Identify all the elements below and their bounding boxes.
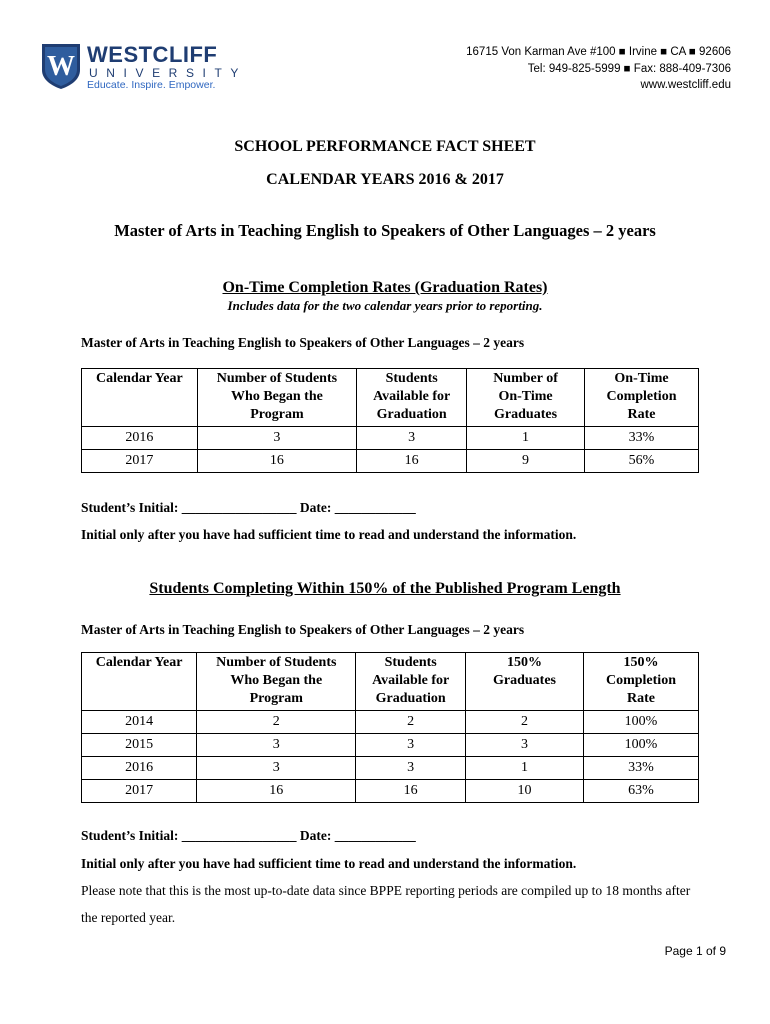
table-row bbox=[82, 427, 699, 450]
phone-line: Tel: 949-825-5999 ■ Fax: 888-409-7306 bbox=[527, 62, 731, 75]
table-cell: 63% bbox=[583, 780, 698, 803]
table-row bbox=[82, 734, 699, 757]
table-cell: 3 bbox=[197, 757, 356, 780]
column-header: On-Time Completion Rate bbox=[584, 369, 698, 427]
page-number: Page 1 of 9 bbox=[664, 944, 726, 958]
initial-instruction: Initial only after you have had sufficient time to read and understand the information. bbox=[81, 527, 577, 542]
table-cell: 2 bbox=[466, 711, 584, 734]
table-cell: 16 bbox=[357, 450, 467, 473]
table-cell: 3 bbox=[466, 734, 584, 757]
table-header-row bbox=[82, 369, 699, 427]
table-cell: 2014 bbox=[82, 711, 197, 734]
table-cell: 33% bbox=[584, 427, 698, 450]
column-header: Number of Students Who Began the Program bbox=[197, 653, 356, 711]
program-label: Master of Arts in Teaching English to Speakers of Other Languages – 2 years bbox=[81, 335, 525, 350]
program-title: Master of Arts in Teaching English to Speakers of Other Languages – 2 years bbox=[114, 221, 656, 240]
table-row bbox=[82, 780, 699, 803]
table-cell: 3 bbox=[356, 734, 466, 757]
section-heading-on-time: On-Time Completion Rates (Graduation Rates) bbox=[222, 279, 548, 296]
table-cell: 9 bbox=[467, 450, 585, 473]
table-cell: 100% bbox=[583, 711, 698, 734]
table-cell: 2 bbox=[197, 711, 356, 734]
column-header: Calendar Year bbox=[82, 369, 198, 427]
table-cell: 1 bbox=[466, 757, 584, 780]
table-row bbox=[82, 450, 699, 473]
table-cell: 2015 bbox=[82, 734, 197, 757]
website-line: www.westcliff.edu bbox=[640, 79, 731, 91]
table-cell: 2 bbox=[356, 711, 466, 734]
table-cell: 3 bbox=[197, 427, 357, 450]
table-cell: 16 bbox=[356, 780, 466, 803]
table-cell: 16 bbox=[197, 780, 356, 803]
document-title: SCHOOL PERFORMANCE FACT SHEET bbox=[234, 138, 536, 155]
shield-icon bbox=[40, 42, 82, 90]
table-cell: 3 bbox=[197, 734, 356, 757]
initial-instruction: Initial only after you have had sufficient time to read and understand the information. bbox=[81, 856, 577, 871]
section-subheading: Includes data for the two calendar years prior to reporting. bbox=[227, 298, 543, 313]
table-cell: 2017 bbox=[82, 780, 197, 803]
address-line: 16715 Von Karman Ave #100 ■ Irvine ■ CA ■ 92606 bbox=[466, 46, 731, 58]
column-header: Students Available for Graduation bbox=[356, 653, 466, 711]
logo-tagline: Educate. Inspire. Empower. bbox=[87, 79, 216, 91]
student-initial-line[interactable]: Student’s Initial: _________________ Date: ____________ bbox=[81, 500, 416, 515]
svg-text:W: W bbox=[47, 51, 75, 82]
column-header: 150% Graduates bbox=[466, 653, 584, 711]
logo-subtitle: UNIVERSITY bbox=[89, 66, 248, 80]
section-heading-150-percent: Students Completing Within 150% of the Published Program Length bbox=[149, 580, 621, 597]
university-logo bbox=[40, 42, 248, 94]
address-block bbox=[466, 44, 731, 94]
table-cell: 2016 bbox=[82, 757, 197, 780]
column-header: Number of On-Time Graduates bbox=[467, 369, 585, 427]
column-header: 150% Completion Rate bbox=[583, 653, 698, 711]
table-cell: 2017 bbox=[82, 450, 198, 473]
table-cell: 56% bbox=[584, 450, 698, 473]
table-cell: 100% bbox=[583, 734, 698, 757]
table-row bbox=[82, 757, 699, 780]
completion-150-table bbox=[81, 652, 699, 803]
table-cell: 1 bbox=[467, 427, 585, 450]
table-cell: 16 bbox=[197, 450, 357, 473]
table-cell: 3 bbox=[356, 757, 466, 780]
table-cell: 10 bbox=[466, 780, 584, 803]
table-row bbox=[82, 711, 699, 734]
column-header: Calendar Year bbox=[82, 653, 197, 711]
table-cell: 2016 bbox=[82, 427, 198, 450]
table-cell: 3 bbox=[357, 427, 467, 450]
table-cell: 33% bbox=[583, 757, 698, 780]
logo-name: WESTCLIFF bbox=[87, 42, 218, 67]
student-initial-line[interactable]: Student’s Initial: _________________ Date: ____________ bbox=[81, 828, 416, 843]
table-header-row bbox=[82, 653, 699, 711]
document-years: CALENDAR YEARS 2016 & 2017 bbox=[266, 171, 504, 188]
column-header: Number of Students Who Began the Program bbox=[197, 369, 357, 427]
bppe-note: Please note that this is the most up-to-date data since BPPE reporting periods are compiled up to 18 months after the reported year. bbox=[81, 883, 691, 925]
program-label: Master of Arts in Teaching English to Speakers of Other Languages – 2 years bbox=[81, 622, 525, 637]
on-time-completion-table bbox=[81, 368, 699, 473]
column-header: Students Available for Graduation bbox=[357, 369, 467, 427]
